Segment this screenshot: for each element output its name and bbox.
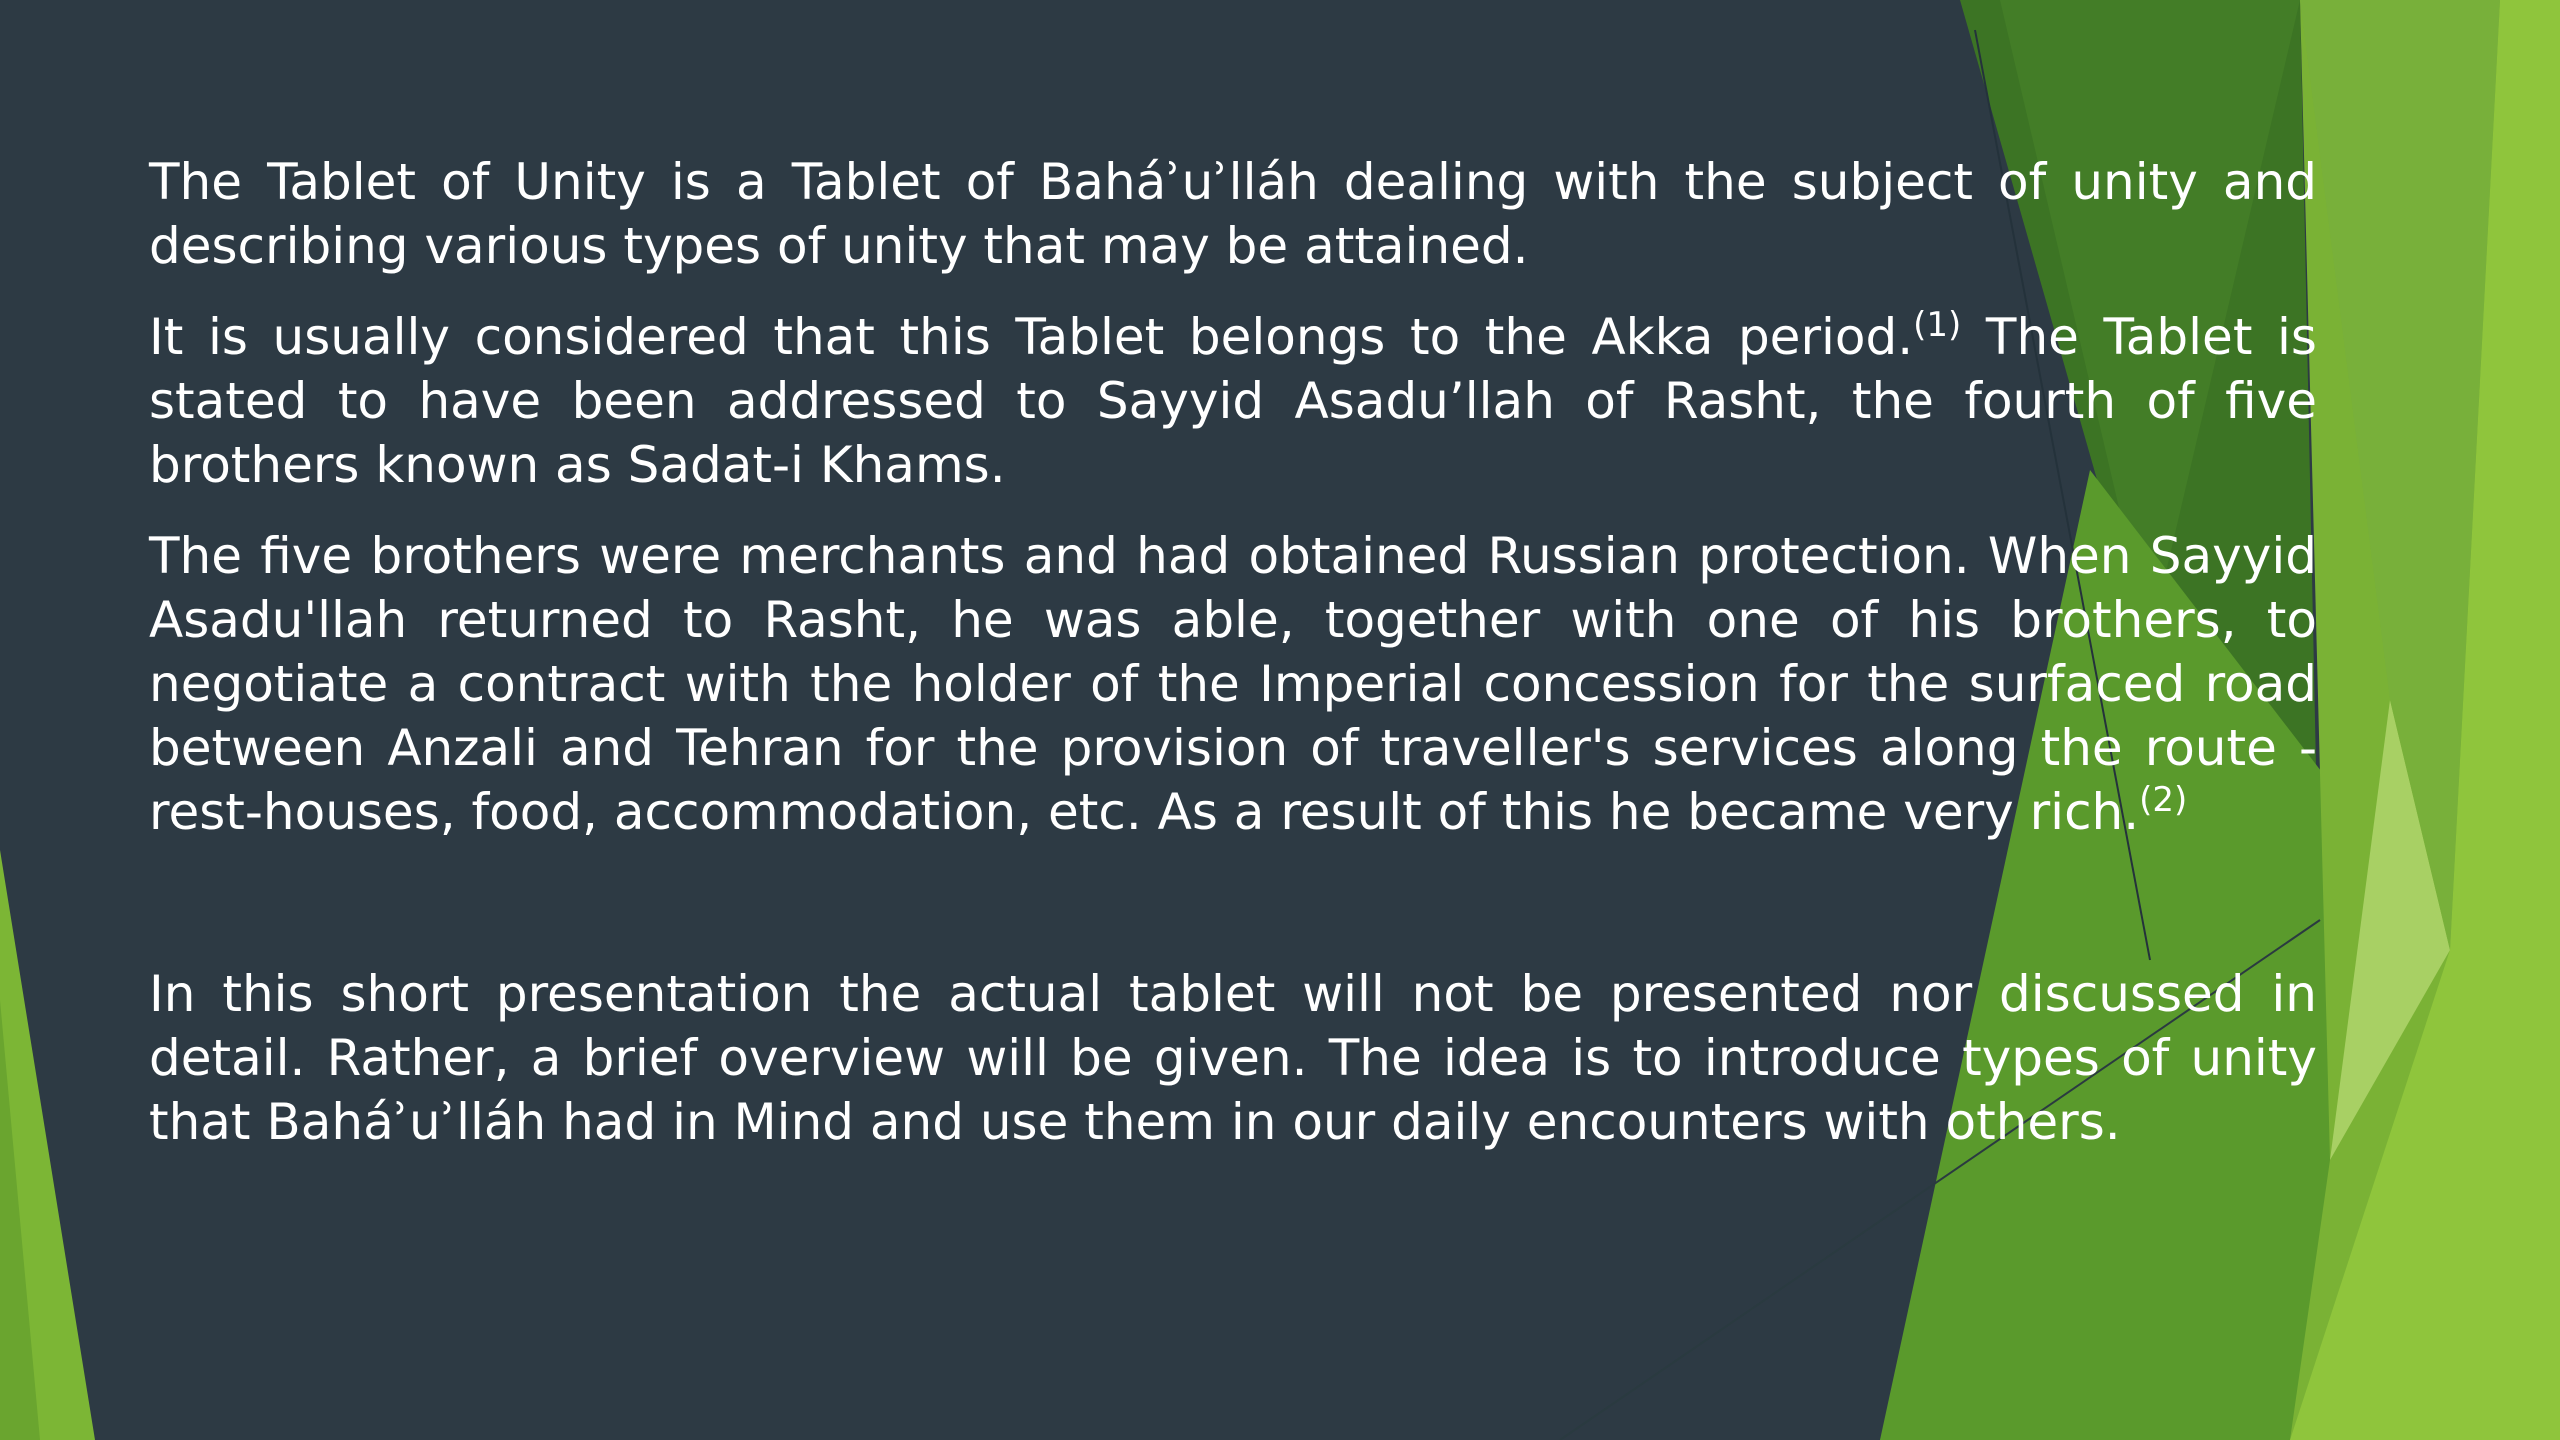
paragraph-intro-text: The Tablet of Unity is a Tablet of Baháʾuʾlláh dealing with the subject of unity and describing various types of unity that may be attained. <box>149 153 2317 275</box>
slide-body-text <box>149 150 2317 1181</box>
paragraph-period-text-2: The Tablet is stated to have been addressed to Sayyid Asadu’llah of Rasht, the fourth of five brothers known as Sadat-i Khams. <box>149 308 2317 494</box>
paragraph-period <box>149 305 2317 497</box>
paragraph-period-text-1: It is usually considered that this Tablet belongs to the Akka period. <box>149 308 1914 366</box>
paragraph-intro <box>149 150 2317 278</box>
paragraph-presentation-text: In this short presentation the actual tablet will not be presented nor discussed in detail. Rather, a brief overview will be given. The idea is to introduce types of unity that Baháʾuʾlláh had in Mind and use them in our daily encounters with others. <box>149 965 2317 1151</box>
footnote-ref-1: (1) <box>1913 305 1962 345</box>
paragraph-brothers-text: The five brothers were merchants and had obtained Russian protection. When Sayyid Asadu'llah returned to Rasht, he was able, together with one of his brothers, to negotiate a contract with the holder of the Imperial concession for the surfaced road between Anzali and Tehran for the provision of traveller's services along the route - rest-houses, food, accommodation, etc. As a result of this he became very rich. <box>149 527 2317 841</box>
paragraph-brothers <box>149 524 2317 844</box>
footnote-ref-2: (2) <box>2139 780 2188 820</box>
paragraph-presentation <box>149 962 2317 1154</box>
